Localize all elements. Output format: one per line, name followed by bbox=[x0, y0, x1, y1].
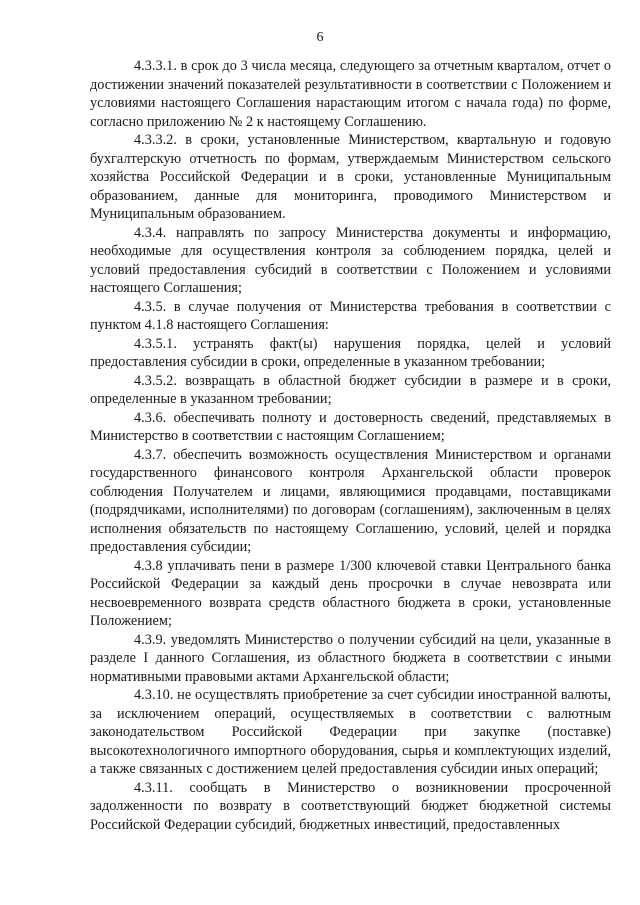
page-number: 6 bbox=[316, 30, 324, 45]
document-body bbox=[90, 57, 611, 834]
paragraph-4-3-5: 4.3.5. в случае получения от Министерства требования в соответствии с пунктом 4.1.8 настоящего Соглашения: bbox=[90, 298, 611, 333]
paragraph-4-3-3-1: 4.3.3.1. в срок до 3 числа месяца, следующего за отчетным кварталом, отчет о достижении значений показателей результативности в соответствии с Положением и условиями настоящего Соглашения нарастающим итогом с начала года) по форме, согласно приложению № 2 к настоящему Соглашению. bbox=[90, 58, 611, 130]
paragraph-4-3-4: 4.3.4. направлять по запросу Министерства документы и информацию, необходимые для осуществления контроля за соблюдением порядка, целей и условий предоставления субсидий в соответствии с Положением и условиями настоящего Соглашения; bbox=[90, 224, 611, 296]
paragraph-4-3-10: 4.3.10. не осуществлять приобретение за счет субсидии иностранной валюты, за исключением операций, осуществляемых в соответствии с валютным законодательством Российской Федерации при закупке (поставке) высокотехнологичного импортного оборудования, сырья и комплектующих изделий, а также связанных с достижением целей предоставления субсидии иных операций; bbox=[90, 687, 611, 777]
paragraph-4-3-7: 4.3.7. обеспечить возможность осуществления Министерством и органами государственного финансового контроля Архангельской области проверок соблюдения Получателем и лицами, являющимися продавцами, поставщиками (подрядчиками, исполнителями) по договорам (соглашениям), заключенным в целях исполнения обязательств по настоящему Соглашению, условий, целей и порядка предоставления субсидии; bbox=[90, 446, 611, 555]
paragraph-4-3-5-2: 4.3.5.2. возвращать в областной бюджет субсидии в размере и в сроки, определенные в указанном требовании; bbox=[90, 372, 611, 407]
paragraph-4-3-5-1: 4.3.5.1. устранять факт(ы) нарушения порядка, целей и условий предоставления субсидии в сроки, определенные в указанном требовании; bbox=[90, 335, 611, 370]
paragraph-4-3-3-2: 4.3.3.2. в сроки, установленные Министерством, квартальную и годовую бухгалтерскую отчетность по формам, утверждаемым Министерством сельского хозяйства Российской Федерации и в сроки, установленные Муниципальным образованием, данные для мониторинга, проводимого Министерством и Муниципальным образованием. bbox=[90, 132, 611, 222]
paragraph-4-3-6: 4.3.6. обеспечивать полноту и достоверность сведений, представляемых в Министерство в соответствии с настоящим Соглашением; bbox=[90, 409, 611, 444]
paragraph-4-3-9: 4.3.9. уведомлять Министерство о получении субсидий на цели, указанные в разделе I данного Соглашения, из областного бюджета в соответствии с иными нормативными правовыми актами Архангельской области; bbox=[90, 631, 611, 685]
paragraph-4-3-11: 4.3.11. сообщать в Министерство о возникновении просроченной задолженности по возврату в соответствующий бюджет бюджетной системы Российской Федерации субсидий, бюджетных инвестиций, предоставленных bbox=[90, 779, 611, 833]
paragraph-4-3-8: 4.3.8 уплачивать пени в размере 1/300 ключевой ставки Центрального банка Российской Федерации за каждый день просрочки в случае невозврата или несвоевременного возврата средств областного бюджета в сроки, установленные Положением; bbox=[90, 557, 611, 629]
